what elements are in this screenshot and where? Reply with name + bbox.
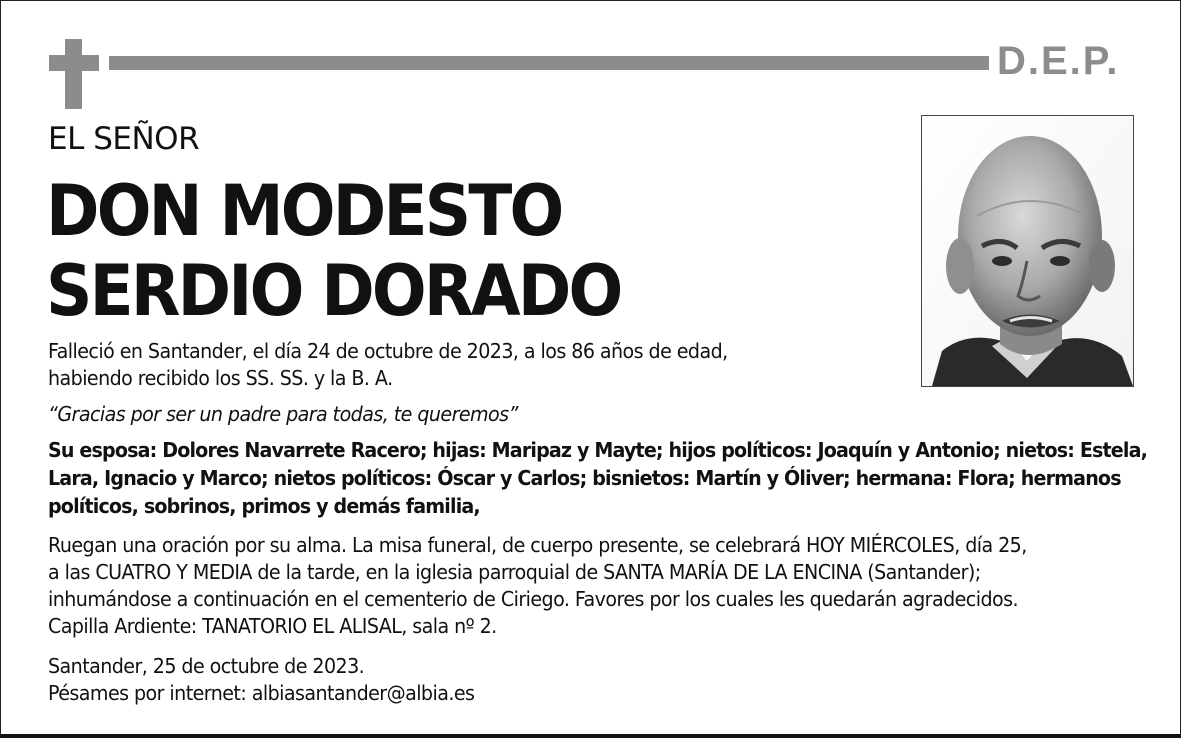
cross-icon-bar: [49, 55, 99, 71]
funeral-line-4: Capilla Ardiente: TANATORIO EL ALISAL, sala nº 2.: [48, 614, 497, 638]
dep-heading: D.E.P.: [997, 39, 1120, 83]
death-notice-line-1: Falleció en Santander, el día 24 de octubre de 2023, a los 86 años de edad,: [48, 339, 728, 363]
portrait-photo: [921, 115, 1134, 387]
quote-text: “Gracias por ser un padre para todas, te queremos”: [48, 402, 518, 426]
death-notice-line-2: habiendo recibido los SS. SS. y la B. A.: [48, 366, 393, 390]
footer-contact: Pésames por internet: albiasantander@albia.es: [48, 681, 475, 705]
title-label: EL SEÑOR: [48, 121, 200, 157]
footer-date: Santander, 25 de octubre de 2023.: [48, 654, 365, 678]
family-line-2: Lara, Ignacio y Marco; nietos políticos: Óscar y Carlos; bisnietos: Martín y Óliver; hermana: Flora; hermanos: [48, 466, 1121, 490]
name-line-1: DON MODESTO: [46, 170, 562, 252]
family-line-3: políticos, sobrinos, primos y demás familia,: [48, 494, 480, 518]
funeral-line-1: Ruegan una oración por su alma. La misa funeral, de cuerpo presente, se celebrará HOY MIÉRCOLES, día 25,: [48, 533, 1027, 557]
name-line-2: SERDIO DORADO: [46, 250, 621, 332]
funeral-line-2: a las CUATRO Y MEDIA de la tarde, en la iglesia parroquial de SANTA MARÍA DE LA ENCINA (Santander);: [48, 560, 981, 584]
portrait-photo-icon: [922, 116, 1133, 386]
funeral-line-3: inhumándose a continuación en el cementerio de Ciriego. Favores por los cuales les quedarán agradecidos.: [48, 587, 1018, 611]
family-line-1: Su esposa: Dolores Navarrete Racero; hijas: Maripaz y Mayte; hijos políticos: Joaquín y Antonio; nietos: Estela,: [48, 438, 1148, 462]
header-rule: [109, 56, 989, 70]
cross-icon: [65, 39, 82, 109]
deceased-name: [46, 171, 621, 331]
